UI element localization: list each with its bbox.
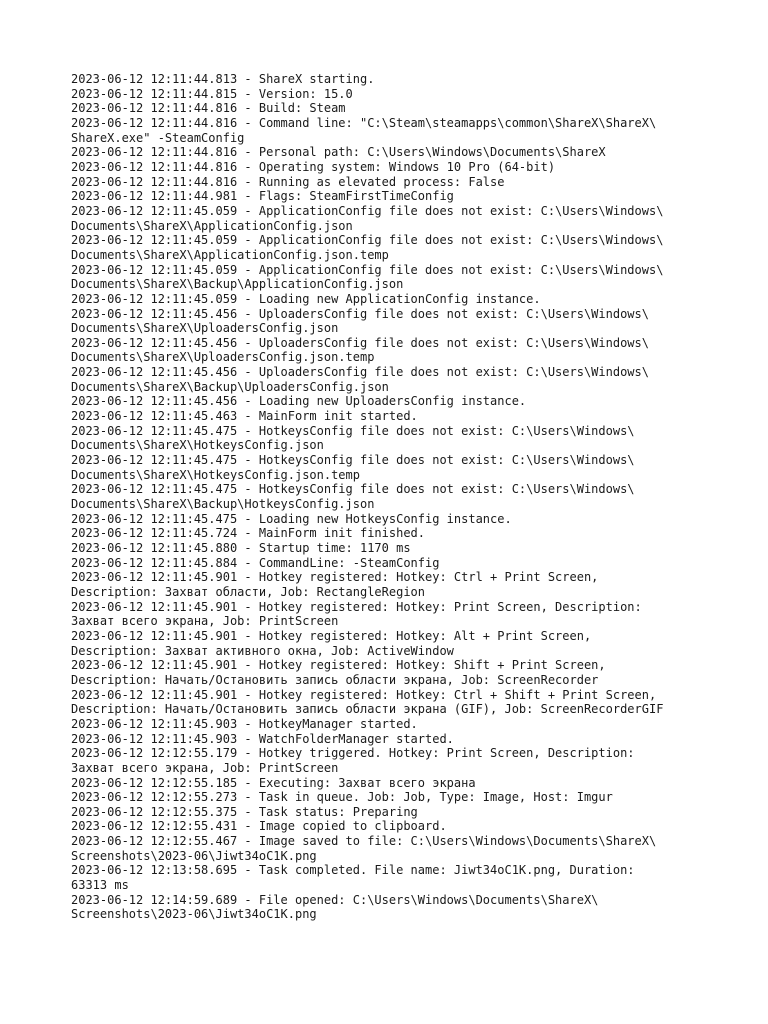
log-line: Description: Начать/Остановить запись области экрана (GIF), Job: ScreenRecorderGIF [71,702,664,717]
log-line: 2023-06-12 12:11:45.475 - Loading new HotkeysConfig instance. [71,511,512,526]
log-line: Захват всего экрана, Job: PrintScreen [71,760,339,775]
log-line: Screenshots\2023-06\Jiwt34oC1K.png [71,907,317,922]
log-line: Захват всего экрана, Job: PrintScreen [71,614,339,629]
log-line: 2023-06-12 12:11:45.901 - Hotkey registered: Hotkey: Ctrl + Shift + Print Screen, [71,687,657,702]
log-line: 2023-06-12 12:11:45.901 - Hotkey registered: Hotkey: Print Screen, Description: [71,599,642,614]
log-line: 2023-06-12 12:11:45.059 - ApplicationConfig file does not exist: C:\Users\Windows\ [71,233,664,248]
log-line: 2023-06-12 12:11:44.815 - Version: 15.0 [71,86,353,101]
log-text-block [71,72,731,922]
log-line: 2023-06-12 12:11:45.901 - Hotkey registered: Hotkey: Ctrl + Print Screen, [71,570,599,585]
log-line: 2023-06-12 12:12:55.179 - Hotkey triggered. Hotkey: Print Screen, Description: [71,746,635,761]
log-line: 2023-06-12 12:11:45.901 - Hotkey registered: Hotkey: Alt + Print Screen, [71,628,592,643]
log-line: 2023-06-12 12:11:44.816 - Running as elevated process: False [71,174,505,189]
log-line: 2023-06-12 12:11:45.456 - Loading new UploadersConfig instance. [71,394,527,409]
log-line: 2023-06-12 12:11:45.059 - ApplicationConfig file does not exist: C:\Users\Windows\ [71,262,664,277]
log-line: 2023-06-12 12:11:44.816 - Operating system: Windows 10 Pro (64-bit) [71,159,556,174]
log-line: Documents\ShareX\Backup\HotkeysConfig.json [71,497,375,512]
log-line: 2023-06-12 12:11:45.880 - Startup time: 1170 ms [71,541,411,555]
log-line: 2023-06-12 12:11:44.816 - Personal path: C:\Users\Windows\Documents\ShareX [71,145,606,160]
log-line: 2023-06-12 12:11:45.724 - MainForm init finished. [71,526,426,541]
log-line: Screenshots\2023-06\Jiwt34oC1K.png [71,848,317,863]
log-line: 2023-06-12 12:11:45.475 - HotkeysConfig file does not exist: C:\Users\Windows\ [71,482,635,497]
log-line: 2023-06-12 12:11:44.981 - Flags: SteamFirstTimeConfig [71,189,454,204]
log-line: Documents\ShareX\UploadersConfig.json [71,321,339,336]
log-line: 2023-06-12 12:12:55.185 - Executing: Захват всего экрана [71,775,476,790]
log-line: 2023-06-12 12:11:45.475 - HotkeysConfig file does not exist: C:\Users\Windows\ [71,453,635,468]
log-line: Documents\ShareX\Backup\ApplicationConfig.json [71,277,404,292]
log-line: Documents\ShareX\ApplicationConfig.json.temp [71,247,389,262]
log-line: 2023-06-12 12:11:45.903 - WatchFolderManager started. [71,731,454,746]
log-line: ShareX.exe" -SteamConfig [71,130,245,145]
log-line: 2023-06-12 12:12:55.273 - Task in queue. Job: Job, Type: Image, Host: Imgur [71,790,613,805]
log-line: Description: Начать/Остановить запись области экрана, Job: ScreenRecorder [71,672,599,687]
log-line: Documents\ShareX\HotkeysConfig.json [71,438,324,453]
log-line: Description: Захват активного окна, Job: ActiveWindow [71,643,454,658]
log-line: Documents\ShareX\HotkeysConfig.json.temp [71,467,360,482]
log-line: 2023-06-12 12:13:58.695 - Task completed. File name: Jiwt34oC1K.png, Duration: [71,863,635,878]
log-line: Documents\ShareX\Backup\UploadersConfig.json [71,379,389,394]
log-line: 2023-06-12 12:12:55.467 - Image saved to file: C:\Users\Windows\Documents\ShareX\ [71,834,657,849]
log-line: 2023-06-12 12:11:45.901 - Hotkey registered: Hotkey: Shift + Print Screen, [71,658,606,673]
log-line: Documents\ShareX\ApplicationConfig.json [71,218,353,233]
log-line: 2023-06-12 12:11:45.456 - UploadersConfig file does not exist: C:\Users\Windows\ [71,365,649,380]
log-line: 2023-06-12 12:11:44.816 - Command line: "C:\Steam\steamapps\common\ShareX\ShareX\ [71,115,657,130]
log-line: 2023-06-12 12:11:45.475 - HotkeysConfig file does not exist: C:\Users\Windows\ [71,423,635,438]
log-line: 2023-06-12 12:11:44.816 - Build: Steam [71,101,346,116]
log-line: 2023-06-12 12:11:45.884 - CommandLine: -SteamConfig [71,555,440,570]
log-line: 2023-06-12 12:11:45.903 - HotkeyManager started. [71,716,418,731]
log-line: 2023-06-12 12:14:59.689 - File opened: C:\Users\Windows\Documents\ShareX\ [71,892,599,907]
log-line: 2023-06-12 12:11:45.059 - Loading new ApplicationConfig instance. [71,291,541,306]
log-line: 2023-06-12 12:11:44.813 - ShareX starting. [71,72,375,86]
log-line: 2023-06-12 12:11:45.456 - UploadersConfig file does not exist: C:\Users\Windows\ [71,306,649,321]
log-line: 63313 ms [71,878,129,893]
log-line: 2023-06-12 12:11:45.456 - UploadersConfig file does not exist: C:\Users\Windows\ [71,335,649,350]
log-line: 2023-06-12 12:11:45.463 - MainForm init started. [71,409,418,424]
log-line: 2023-06-12 12:11:45.059 - ApplicationConfig file does not exist: C:\Users\Windows\ [71,203,664,218]
log-line: 2023-06-12 12:12:55.375 - Task status: Preparing [71,804,418,819]
log-line: Documents\ShareX\UploadersConfig.json.temp [71,350,375,365]
log-line: Description: Захват области, Job: RectangleRegion [71,584,426,599]
log-line: 2023-06-12 12:12:55.431 - Image copied to clipboard. [71,819,447,834]
